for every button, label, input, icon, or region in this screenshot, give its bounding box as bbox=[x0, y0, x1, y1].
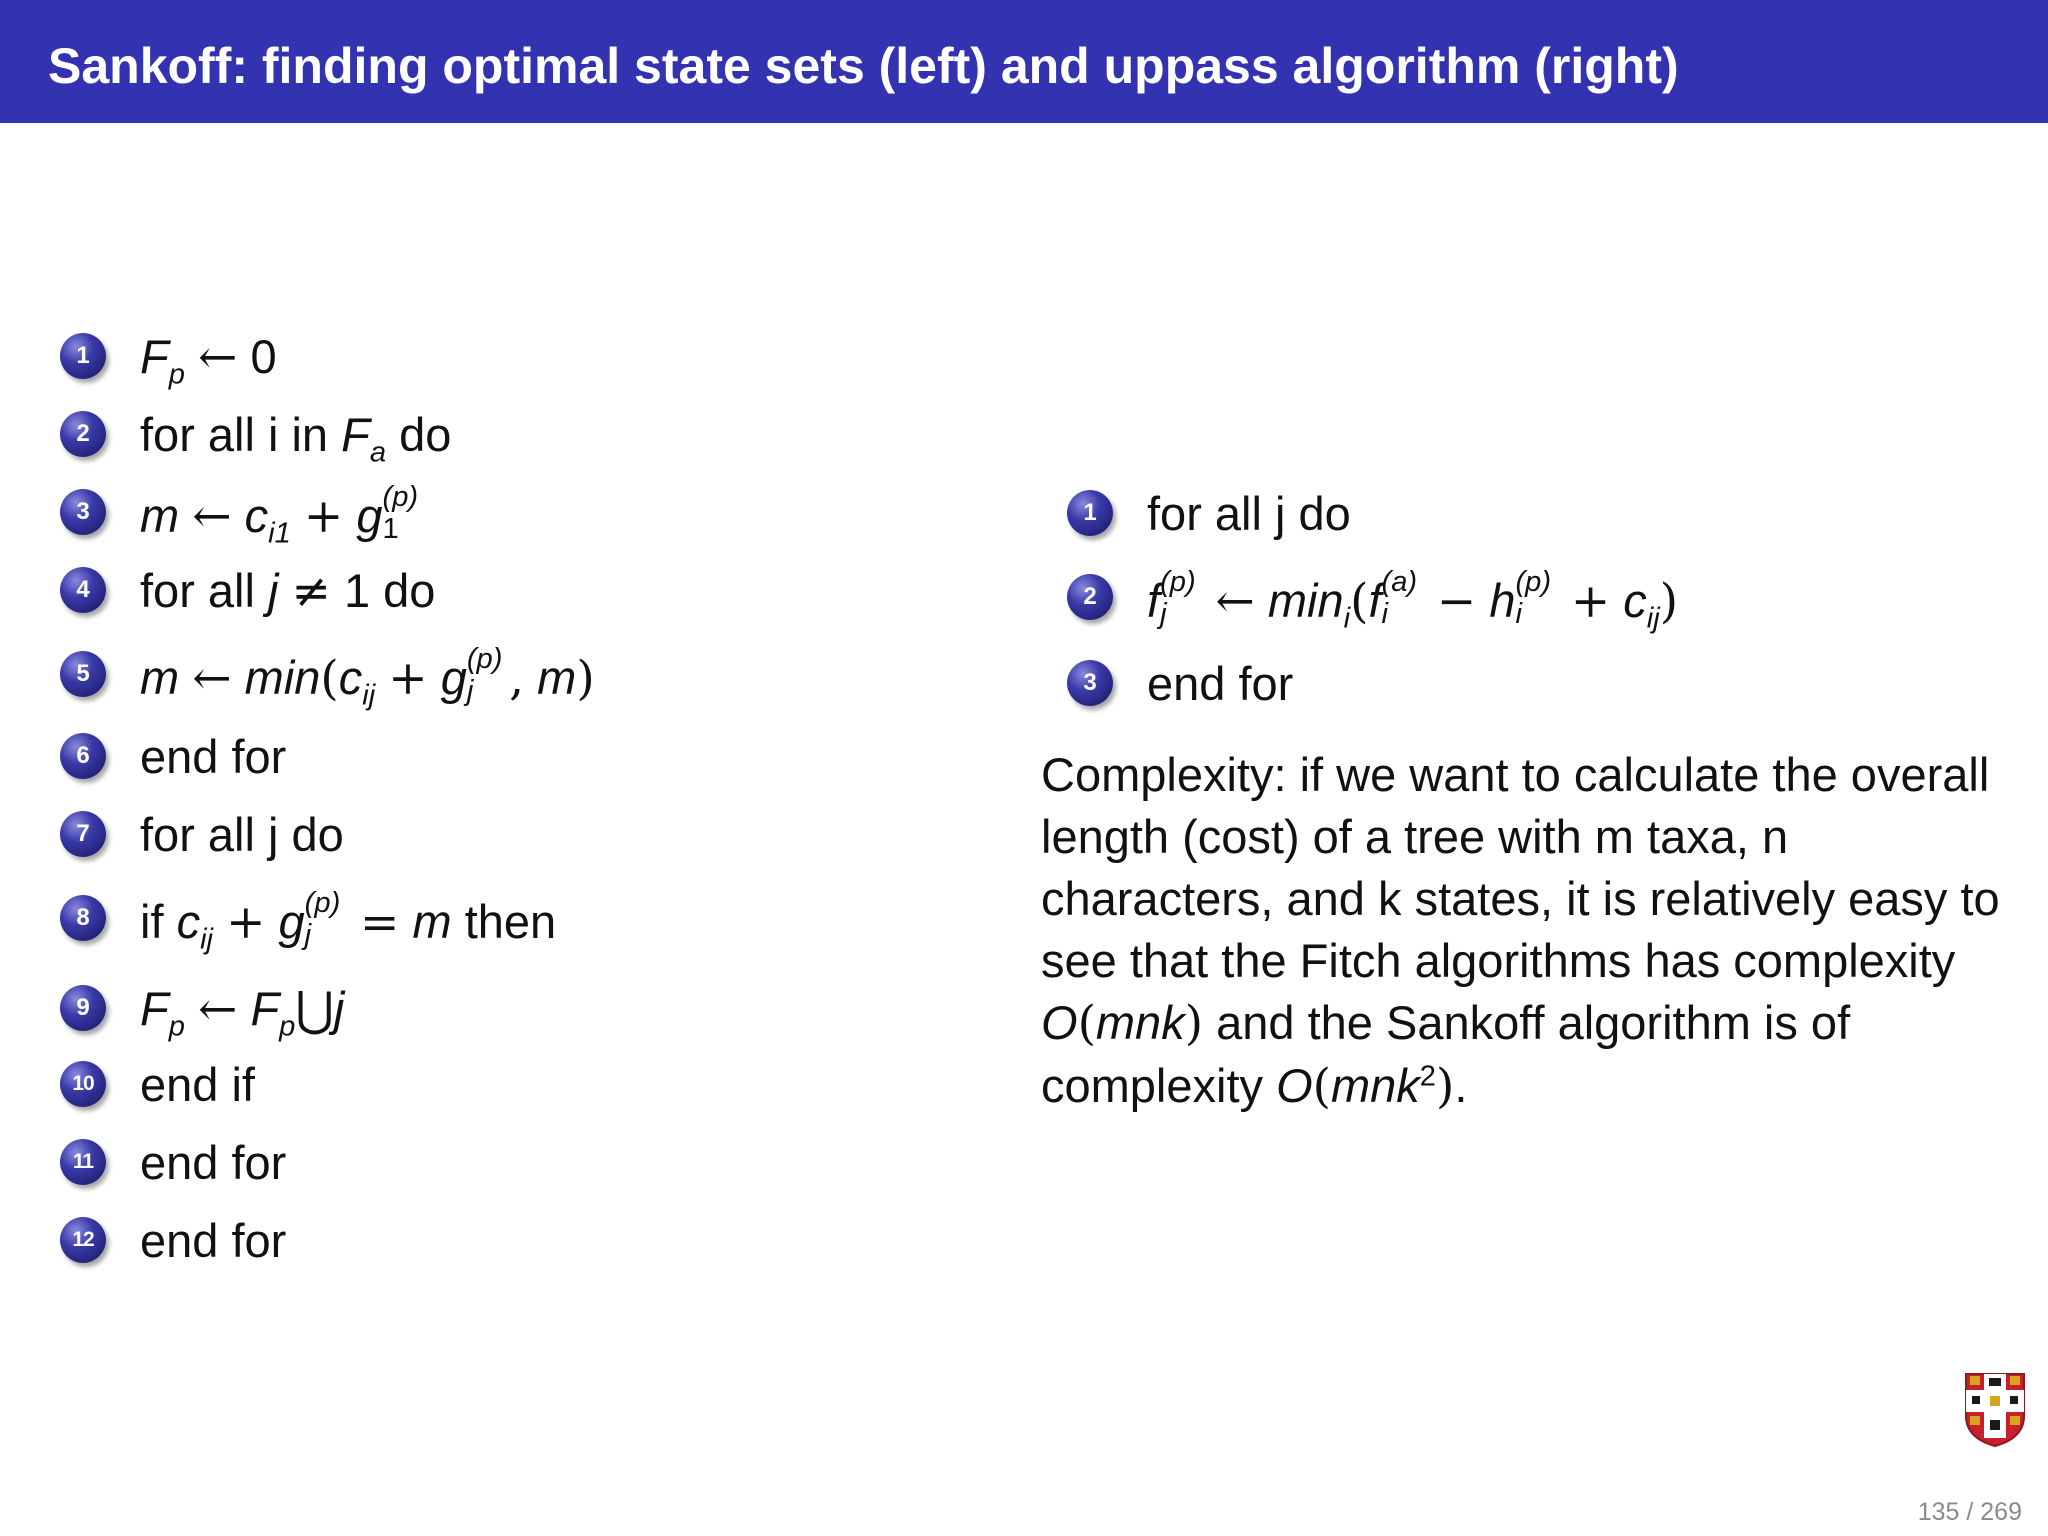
step-number-badge: 12 bbox=[60, 1217, 106, 1263]
step-number-badge: 3 bbox=[60, 489, 106, 535]
step-number-badge: 10 bbox=[60, 1061, 106, 1107]
step-statement: for all i in $F_a$ do bbox=[140, 408, 452, 469]
left-step-4 bbox=[60, 559, 760, 629]
step-number-badge: 11 bbox=[60, 1139, 106, 1185]
step-number-badge: 8 bbox=[60, 895, 106, 941]
sankoff-complexity-O: O bbox=[1276, 1059, 1313, 1112]
sankoff-complexity-exponent: 2 bbox=[1419, 1060, 1436, 1093]
title-bar bbox=[0, 0, 2048, 123]
step-statement: $F_p$ ← $F_p⋃j$ bbox=[140, 982, 345, 1043]
step-statement: m ← $c_{i1} + g$ (p) 1 bbox=[140, 480, 419, 550]
step-statement: end for bbox=[1147, 657, 1294, 710]
left-step-10 bbox=[60, 1053, 760, 1123]
step-statement: for all j do bbox=[1147, 487, 1351, 540]
fitch-complexity-arg: mnk bbox=[1095, 996, 1185, 1049]
right-step-2 bbox=[1067, 566, 1767, 636]
sankoff-complexity-arg: mnk bbox=[1330, 1059, 1420, 1112]
university-crest-icon bbox=[1964, 1372, 2026, 1448]
step-number-badge: 2 bbox=[60, 411, 106, 457]
step-number-badge: 3 bbox=[1067, 660, 1113, 706]
slide-title: Sankoff: finding optimal state sets (left) and uppass algorithm (right) bbox=[48, 38, 1679, 94]
step-number-badge: 2 bbox=[1067, 574, 1113, 620]
complexity-intro: Complexity: if we want to calculate the overall length (cost) of a tree with m taxa, n characters, and k states, it is relatively easy to see that the Fitch algorithms has complexity bbox=[1041, 748, 2000, 987]
step-statement: $F_p$ ← 0 bbox=[140, 330, 277, 391]
step-statement: m ← $\min(c_{ij} + g$ (p) j , m) bbox=[140, 642, 595, 712]
page-number: 135 / 269 bbox=[1917, 1498, 2022, 1526]
left-step-11 bbox=[60, 1131, 760, 1201]
left-step-7 bbox=[60, 803, 760, 873]
right-step-1 bbox=[1067, 482, 1767, 552]
left-step-9 bbox=[60, 977, 760, 1047]
step-statement: end for bbox=[140, 1214, 287, 1267]
fitch-complexity-O: O bbox=[1041, 996, 1078, 1049]
left-step-1 bbox=[60, 325, 760, 395]
left-step-2 bbox=[60, 403, 760, 473]
left-step-3 bbox=[60, 481, 760, 551]
left-step-5 bbox=[60, 643, 760, 713]
left-step-8 bbox=[60, 887, 760, 957]
step-number-badge: 1 bbox=[1067, 490, 1113, 536]
complexity-paragraph: Complexity: if we want to calculate the overall length (cost) of a tree with m taxa, n characters, and k states, it is relatively easy to see that the Fitch algorithms has complexity O(mnk) and the Sankoff algorithm is of complexity O(mnk$^2$). bbox=[1041, 748, 2000, 1114]
step-statement: end for bbox=[140, 1136, 287, 1189]
right-step-3 bbox=[1067, 652, 1767, 722]
step-statement: if $c_{ij} + g$ (p) j = m then bbox=[140, 886, 557, 956]
step-statement: end if bbox=[140, 1058, 255, 1111]
step-number-badge: 7 bbox=[60, 811, 106, 857]
step-number-badge: 1 bbox=[60, 333, 106, 379]
step-statement: f (p) j ← $\min_i(f$ (a) i − h (p) i + $c_{ij}$) bbox=[1147, 565, 1679, 635]
step-number-badge: 4 bbox=[60, 567, 106, 613]
left-step-12 bbox=[60, 1209, 760, 1279]
step-statement: for all j ≠ 1 do bbox=[140, 564, 436, 619]
step-number-badge: 6 bbox=[60, 733, 106, 779]
step-statement: for all j do bbox=[140, 808, 344, 861]
complexity-end: . bbox=[1454, 1059, 1468, 1112]
step-number-badge: 9 bbox=[60, 985, 106, 1031]
complexity-middle: and the Sankoff algorithm is of complexity bbox=[1041, 996, 1851, 1112]
step-statement: end for bbox=[140, 730, 287, 783]
left-step-6 bbox=[60, 725, 760, 795]
step-number-badge: 5 bbox=[60, 651, 106, 697]
